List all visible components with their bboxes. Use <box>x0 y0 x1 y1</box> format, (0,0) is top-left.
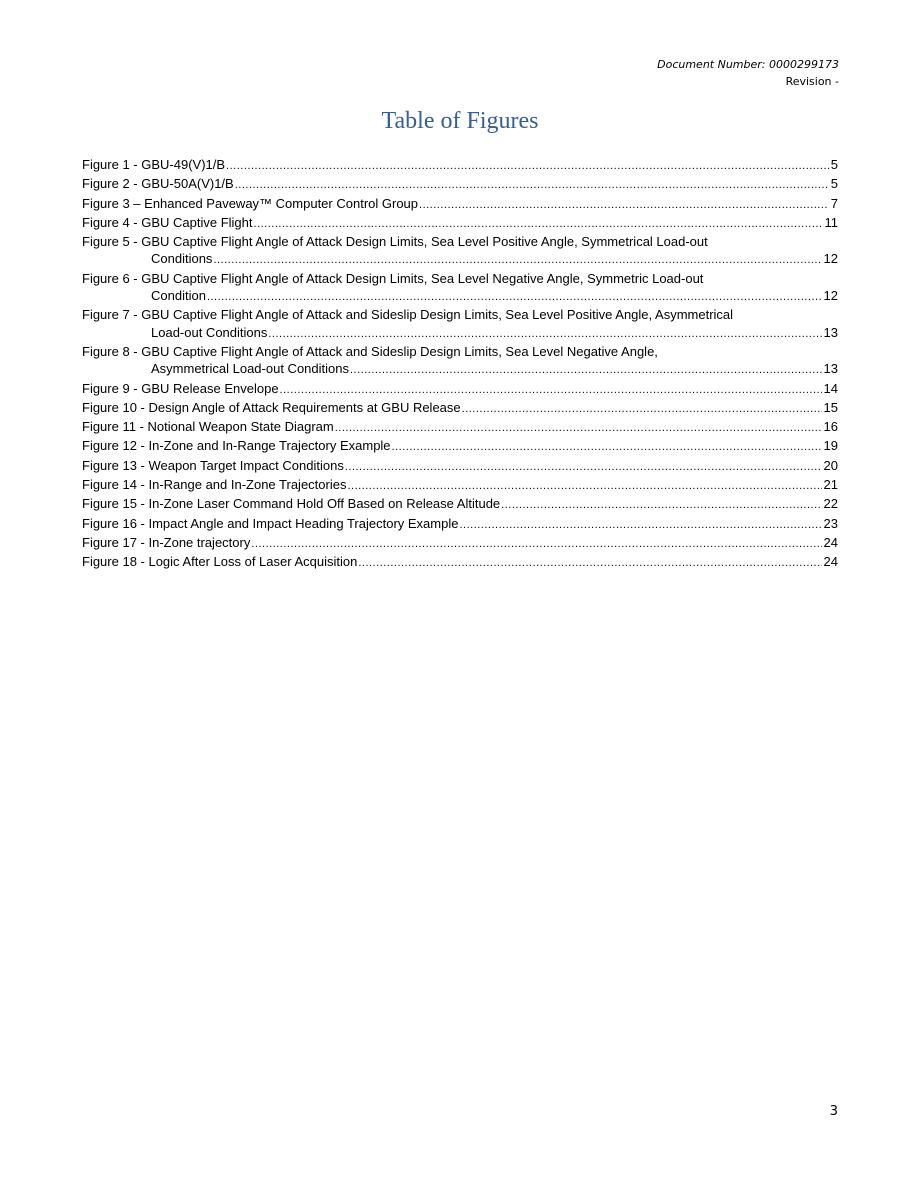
leader-dots <box>213 252 821 269</box>
toc-page-number: 23 <box>823 515 838 531</box>
toc-entry-title: Figure 3 – Enhanced Paveway™ Computer Control Group <box>82 195 419 211</box>
toc-entry-figure-7[interactable] <box>82 306 838 343</box>
toc-page-number: 13 <box>823 361 838 377</box>
toc-page-number: 14 <box>823 380 838 396</box>
toc-page-number: 22 <box>823 496 838 512</box>
toc-entry-title: Figure 8 - GBU Captive Flight Angle of Attack and Sideslip Design Limits, Sea Level Negative Angle, <box>82 343 658 359</box>
toc-page-number: 7 <box>830 195 838 211</box>
toc-page-number: 15 <box>823 399 838 415</box>
toc-entry-figure-10[interactable] <box>82 399 838 418</box>
toc-entry-title-continued: Load-out Conditions <box>151 324 268 340</box>
leader-dots <box>462 401 822 418</box>
toc-page-number: 5 <box>830 176 838 192</box>
toc-page-number: 5 <box>830 157 838 172</box>
leader-dots <box>350 362 822 379</box>
table-of-figures <box>82 156 838 573</box>
toc-page-number: 16 <box>823 419 838 435</box>
toc-entry-title: Figure 6 - GBU Captive Flight Angle of Attack Design Limits, Sea Level Negative Angle, Symmetric Load-out <box>82 270 704 286</box>
toc-entry-figure-2[interactable] <box>82 175 838 194</box>
toc-page-number: 19 <box>823 438 838 454</box>
document-number: Document Number: 0000299173 <box>657 58 839 71</box>
toc-entry-figure-6[interactable] <box>82 270 838 307</box>
revision-label: Revision - <box>785 75 839 88</box>
toc-entry-figure-16[interactable] <box>82 515 838 534</box>
toc-entry-title: Figure 14 - In-Range and In-Zone Trajectories <box>82 477 347 493</box>
toc-entry-figure-4[interactable] <box>82 214 838 233</box>
leader-dots <box>419 197 829 214</box>
toc-entry-figure-14[interactable] <box>82 476 838 495</box>
leader-dots <box>280 382 822 399</box>
toc-page-number: 21 <box>823 477 838 493</box>
leader-dots <box>207 289 822 306</box>
toc-entry-title: Figure 17 - In-Zone trajectory <box>82 534 251 550</box>
toc-entry-title-continued: Condition <box>151 288 206 304</box>
toc-entry-title: Figure 7 - GBU Captive Flight Angle of Attack and Sideslip Design Limits, Sea Level Positive Angle, Asymmetrical <box>82 307 734 323</box>
leader-dots <box>335 420 822 437</box>
toc-page-number: 24 <box>823 554 838 570</box>
leader-dots <box>268 326 821 343</box>
leader-dots <box>501 497 821 514</box>
toc-page-number: 24 <box>823 534 838 550</box>
toc-entry-title: Figure 5 - GBU Captive Flight Angle of Attack Design Limits, Sea Level Positive Angle, Symmetrical Load-out <box>82 234 708 250</box>
leader-dots <box>345 459 822 476</box>
toc-entry-title-continued: Asymmetrical Load-out Conditions <box>151 361 349 377</box>
toc-entry-figure-12[interactable] <box>82 437 838 456</box>
toc-entry-figure-11[interactable] <box>82 418 838 437</box>
toc-entry-title: Figure 13 - Weapon Target Impact Conditions <box>82 457 344 473</box>
toc-entry-figure-17[interactable] <box>82 534 838 553</box>
leader-dots <box>459 517 821 534</box>
toc-page-number: 20 <box>823 457 838 473</box>
toc-entry-title: Figure 2 - GBU-50A(V)1/B <box>82 176 234 192</box>
toc-entry-figure-9[interactable] <box>82 380 838 399</box>
page-number: 3 <box>829 1104 838 1119</box>
toc-entry-title-continued: Conditions <box>151 251 213 267</box>
toc-page-number: 11 <box>824 214 838 230</box>
toc-entry-title: Figure 16 - Impact Angle and Impact Heading Trajectory Example <box>82 515 459 531</box>
toc-entry-figure-5[interactable] <box>82 233 838 270</box>
leader-dots <box>254 216 823 233</box>
toc-page-number: 12 <box>823 288 838 304</box>
page-title: Table of Figures <box>381 108 539 134</box>
toc-entry-title: Figure 11 - Notional Weapon State Diagram <box>82 419 334 435</box>
toc-entry-title: Figure 15 - In-Zone Laser Command Hold Off Based on Release Altitude <box>82 496 501 512</box>
toc-entry-figure-1[interactable] <box>82 156 838 175</box>
toc-entry-figure-18[interactable] <box>82 553 838 572</box>
leader-dots <box>226 158 829 175</box>
leader-dots <box>235 177 829 194</box>
leader-dots <box>347 478 821 495</box>
toc-page-number: 13 <box>823 324 838 340</box>
page-header <box>657 56 839 90</box>
toc-entry-figure-13[interactable] <box>82 457 838 476</box>
toc-entry-figure-15[interactable] <box>82 495 838 514</box>
leader-dots <box>392 439 822 456</box>
toc-entry-figure-3[interactable] <box>82 195 838 214</box>
leader-dots <box>251 536 821 553</box>
toc-page-number: 12 <box>823 251 838 267</box>
toc-entry-title: Figure 9 - GBU Release Envelope <box>82 380 279 396</box>
leader-dots <box>358 555 821 572</box>
toc-entry-title: Figure 12 - In-Zone and In-Range Trajectory Example <box>82 438 391 454</box>
toc-entry-title: Figure 1 - GBU-49(V)1/B <box>82 157 226 172</box>
toc-entry-title: Figure 10 - Design Angle of Attack Requirements at GBU Release <box>82 399 461 415</box>
toc-entry-title: Figure 18 - Logic After Loss of Laser Acquisition <box>82 554 358 570</box>
toc-entry-figure-8[interactable] <box>82 343 838 380</box>
toc-entry-title: Figure 4 - GBU Captive Flight <box>82 214 253 230</box>
